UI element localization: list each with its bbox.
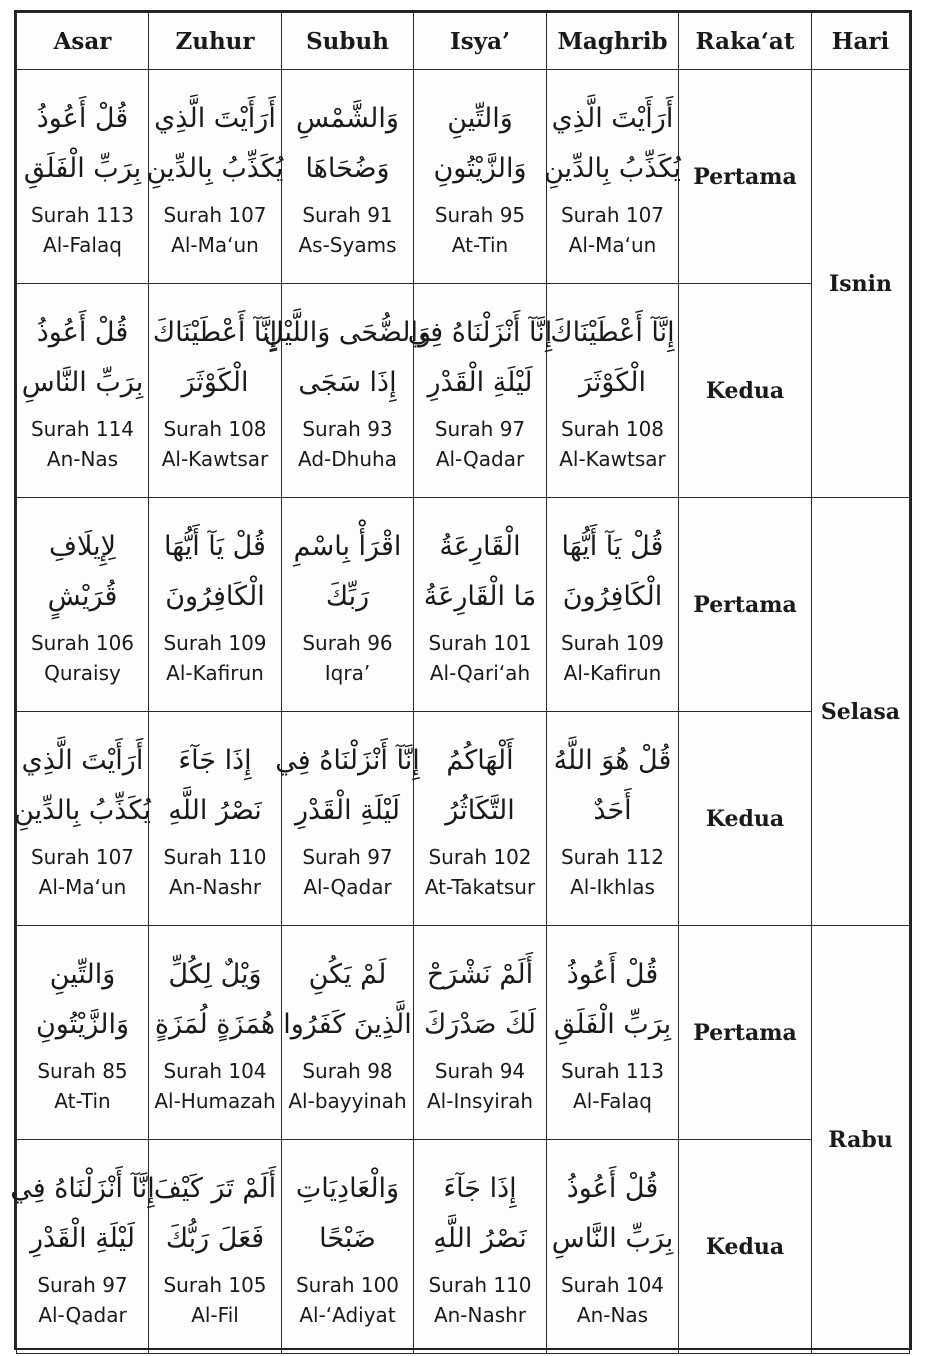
arabic-verse-line-2: نَصْرُ اللَّهِ (168, 794, 262, 826)
surah-number: Surah 108 (560, 416, 665, 441)
arabic-verse-line-2: إِذَا سَجَى (298, 366, 397, 398)
arabic-verse-line-1: وَالتِّينِ (49, 958, 116, 990)
surah-cell-zuhur (146, 70, 284, 284)
surah-name: At-Tin (54, 1088, 111, 1113)
surah-cell-isya (414, 498, 547, 712)
header-rakaat: Raka‘at (679, 13, 812, 70)
surah-name: Al-Kafirun (563, 660, 662, 685)
arabic-verse-line-2: الَّذِينَ كَفَرُوا (283, 1008, 412, 1040)
arabic-verse-line-2: لَكَ صَدْرَكَ (424, 1008, 536, 1040)
table-row (17, 498, 910, 712)
rakaat-label: Pertama (679, 498, 812, 712)
surah-cell-isya (414, 712, 547, 926)
arabic-verse-line-2: قُرَيْشٍ (47, 580, 118, 612)
surah-number: Surah 110 (428, 1272, 532, 1297)
surah-number: Surah 104 (163, 1058, 267, 1083)
surah-number: Surah 109 (163, 630, 267, 655)
arabic-verse-line-2: الْكَافِرُونَ (562, 580, 663, 612)
table-row (17, 70, 910, 284)
arabic-verse-line-1: اقْرَأْ بِاسْمِ (293, 530, 402, 562)
surah-cell-isya (414, 70, 547, 284)
table-row (17, 712, 910, 926)
rakaat-label: Pertama (679, 926, 812, 1140)
arabic-verse-line-2: هُمَزَةٍ لُمَزَةٍ (154, 1008, 276, 1040)
surah-cell-maghrib (547, 712, 679, 926)
surah-cell-zuhur (149, 1140, 282, 1354)
surah-cell-asar (14, 712, 151, 926)
arabic-verse-line-1: قُلْ يَآ أَيُّهَا (561, 530, 664, 562)
surah-name: Al-Humazah (154, 1088, 276, 1113)
arabic-verse-line-2: لَيْلَةِ الْقَدْرِ (427, 366, 533, 398)
arabic-verse-line-1: أَلَمْ تَرَ كَيْفَ (153, 1172, 277, 1204)
day-label: Rabu (812, 926, 910, 1354)
surah-number: Surah 97 (434, 416, 526, 441)
rakaat-label: Kedua (679, 712, 812, 926)
header-hari: Hari (812, 13, 910, 70)
arabic-verse-line-2: فَعَلَ رَبُّكَ (165, 1222, 265, 1254)
surah-cell-maghrib (547, 284, 679, 498)
surah-name: Al-Qadar (303, 874, 392, 899)
surah-number: Surah 106 (30, 630, 135, 655)
arabic-verse-line-1: قُلْ أَعُوذُ (36, 316, 129, 348)
surah-name: Al-Ikhlas (570, 874, 655, 899)
surah-cell-zuhur (149, 926, 282, 1140)
arabic-verse-line-1: إِنَّآ أَنْزَلْنَاهُ فِي (275, 744, 420, 776)
surah-number: Surah 107 (30, 844, 135, 869)
arabic-verse-line-2: يُكَذِّبُ بِالدِّينِ (14, 794, 151, 826)
arabic-verse-line-1: أَرَأَيْتَ الَّذِي (21, 744, 144, 776)
arabic-verse-line-1: قُلْ أَعُوذُ (566, 1172, 659, 1204)
surah-name: An-Nashr (433, 1302, 527, 1327)
arabic-verse-line-2: الْكَافِرُونَ (165, 580, 265, 612)
table-body (10, 70, 910, 1354)
surah-name: Al-Falaq (43, 232, 122, 257)
surah-number: Surah 113 (30, 202, 135, 227)
surah-cell-zuhur (149, 498, 282, 712)
surah-name: Al-Qadar (435, 446, 525, 471)
surah-cell-isya (407, 284, 553, 498)
surah-schedule-table (10, 12, 910, 1354)
day-label: Isnin (812, 70, 910, 498)
surah-name: Al-‘Adiyat (299, 1302, 396, 1327)
surah-name: Al-Insyirah (427, 1088, 533, 1113)
surah-number: Surah 114 (30, 416, 135, 441)
arabic-verse-line-2: ضَبْحًا (319, 1222, 376, 1254)
header-row (17, 13, 910, 70)
surah-number: Surah 94 (434, 1058, 526, 1083)
arabic-verse-line-1: وَالْعَادِيَاتِ (295, 1172, 400, 1204)
table-row (17, 284, 910, 498)
surah-cell-asar (10, 1140, 155, 1354)
surah-name: Quraisy (44, 660, 121, 685)
surah-cell-isya (414, 926, 547, 1140)
arabic-verse-line-2: وَالزَّيْتُونِ (35, 1008, 130, 1040)
arabic-verse-line-2: بِرَبِّ الْفَلَقِ (23, 152, 142, 184)
surah-name: An-Nashr (168, 874, 262, 899)
surah-cell-asar (17, 70, 149, 284)
header-asar: Asar (17, 13, 149, 70)
surah-name: Al-Qadar (38, 1302, 127, 1327)
arabic-verse-line-1: قُلْ أَعُوذُ (36, 102, 129, 134)
surah-cell-subuh (282, 498, 414, 712)
surah-number: Surah 93 (302, 416, 393, 441)
arabic-verse-line-1: أَرَأَيْتَ الَّذِي (154, 102, 276, 134)
arabic-verse-line-1: إِنَّآ أَعْطَيْنَاكَ (152, 316, 278, 348)
arabic-verse-line-1: وَيْلٌ لِكُلِّ (168, 958, 262, 990)
arabic-verse-line-1: لِإِيلَافِ (48, 530, 116, 562)
surah-cell-maghrib (547, 498, 679, 712)
surah-number: Surah 104 (560, 1272, 665, 1297)
surah-cell-zuhur (149, 712, 282, 926)
surah-cell-subuh (282, 1140, 414, 1354)
surah-cell-maghrib (547, 926, 679, 1140)
surah-cell-subuh (264, 284, 431, 498)
arabic-verse-line-1: إِنَّآ أَنْزَلْنَاهُ فِي (407, 316, 553, 348)
surah-number: Surah 101 (428, 630, 532, 655)
surah-name: Al-Ma‘un (171, 232, 259, 257)
surah-cell-subuh (275, 712, 420, 926)
arabic-verse-line-2: رَبِّكَ (325, 580, 370, 612)
arabic-verse-line-2: وَالزَّيْتُونِ (433, 152, 527, 184)
arabic-verse-line-2: التَّكَاثُرُ (445, 794, 515, 826)
arabic-verse-line-2: بِرَبِّ النَّاسِ (551, 1222, 674, 1254)
rakaat-label: Kedua (679, 1140, 812, 1354)
surah-cell-isya (414, 1140, 547, 1354)
arabic-verse-line-1: أَرَأَيْتَ الَّذِي (551, 102, 674, 134)
arabic-verse-line-1: لَمْ يَكُنِ (308, 958, 387, 990)
schedule-table-frame (10, 10, 912, 1350)
surah-name: Al-Ma‘un (568, 232, 657, 257)
surah-name: An-Nas (576, 1302, 649, 1327)
surah-number: Surah 85 (37, 1058, 128, 1083)
arabic-verse-line-2: يُكَذِّبُ بِالدِّينِ (544, 152, 681, 184)
surah-cell-asar (17, 926, 149, 1140)
arabic-verse-line-1: أَلَمْ نَشْرَحْ (426, 958, 534, 990)
surah-cell-asar (17, 284, 149, 498)
surah-number: Surah 96 (302, 630, 393, 655)
arabic-verse-line-2: بِرَبِّ النَّاسِ (21, 366, 144, 398)
surah-cell-maghrib (547, 1140, 679, 1354)
surah-name: Ad-Dhuha (298, 446, 397, 471)
arabic-verse-line-2: الْكَوْثَرَ (579, 366, 646, 398)
surah-number: Surah 107 (163, 202, 267, 227)
surah-cell-maghrib (544, 70, 681, 284)
arabic-verse-line-1: الْقَارِعَةُ (439, 530, 521, 562)
surah-name: Iqra’ (324, 660, 371, 685)
surah-name: Al-Qari‘ah (429, 660, 531, 685)
surah-name: Al-Fil (191, 1302, 239, 1327)
day-label: Selasa (812, 498, 910, 926)
surah-number: Surah 105 (163, 1272, 267, 1297)
surah-name: Al-Falaq (573, 1088, 652, 1113)
arabic-verse-line-1: وَالتِّينِ (447, 102, 513, 134)
arabic-verse-line-1: إِذَا جَآءَ (443, 1172, 517, 1204)
table-row (17, 926, 910, 1140)
surah-number: Surah 109 (560, 630, 665, 655)
arabic-verse-line-1: إِذَا جَآءَ (178, 744, 252, 776)
surah-name: Al-Kafirun (166, 660, 264, 685)
surah-number: Surah 112 (560, 844, 665, 869)
surah-number: Surah 107 (560, 202, 665, 227)
table-row (17, 1140, 910, 1354)
arabic-verse-line-2: نَصْرُ اللَّهِ (433, 1222, 527, 1254)
arabic-verse-line-1: وَالضُّحَى وَاللَّيْلِ (264, 316, 431, 348)
arabic-verse-line-1: إِنَّآ أَعْطَيْنَاكَ (550, 316, 675, 348)
arabic-verse-line-1: قُلْ يَآ أَيُّهَا (164, 530, 266, 562)
surah-name: At-Tin (451, 232, 509, 257)
arabic-verse-line-2: لَيْلَةِ الْقَدْرِ (295, 794, 400, 826)
surah-number: Surah 97 (37, 1272, 128, 1297)
surah-number: Surah 98 (302, 1058, 393, 1083)
arabic-verse-line-1: قُلْ أَعُوذُ (566, 958, 659, 990)
header-zuhur: Zuhur (149, 13, 282, 70)
surah-name: An-Nas (46, 446, 119, 471)
surah-name: As-Syams (298, 232, 397, 257)
arabic-verse-line-1: وَالشَّمْسِ (296, 102, 399, 134)
arabic-verse-line-2: بِرَبِّ الْفَلَقِ (553, 1008, 672, 1040)
arabic-verse-line-1: إِنَّآ أَنْزَلْنَاهُ فِي (10, 1172, 155, 1204)
surah-cell-zuhur (149, 284, 282, 498)
surah-number: Surah 95 (434, 202, 526, 227)
header-maghrib: Maghrib (547, 13, 679, 70)
surah-cell-asar (17, 498, 149, 712)
arabic-verse-line-2: وَضُحَاهَا (305, 152, 390, 184)
surah-name: Al-bayyinah (288, 1088, 407, 1113)
arabic-verse-line-2: مَا الْقَارِعَةُ (423, 580, 537, 612)
surah-cell-subuh (282, 926, 414, 1140)
surah-name: Al-Kawtsar (559, 446, 666, 471)
surah-number: Surah 100 (295, 1272, 400, 1297)
header-subuh: Subuh (282, 13, 414, 70)
surah-number: Surah 110 (163, 844, 267, 869)
arabic-verse-line-2: الْكَوْثَرَ (181, 366, 249, 398)
arabic-verse-line-2: لَيْلَةِ الْقَدْرِ (30, 1222, 135, 1254)
arabic-verse-line-2: أَحَدٌ (593, 794, 632, 826)
header-isya: Isya’ (414, 13, 547, 70)
arabic-verse-line-2: يُكَذِّبُ بِالدِّينِ (146, 152, 284, 184)
surah-number: Surah 102 (428, 844, 532, 869)
surah-number: Surah 97 (302, 844, 393, 869)
rakaat-label: Kedua (679, 284, 812, 498)
surah-number: Surah 113 (560, 1058, 665, 1083)
surah-name: At-Takatsur (424, 874, 536, 899)
surah-number: Surah 91 (302, 202, 393, 227)
surah-cell-subuh (282, 70, 414, 284)
surah-name: Al-Kawtsar (161, 446, 269, 471)
arabic-verse-line-1: أَلْهَاكُمُ (446, 744, 514, 776)
arabic-verse-line-1: قُلْ هُوَ اللَّهُ (553, 744, 672, 776)
surah-number: Surah 108 (163, 416, 267, 441)
rakaat-label: Pertama (679, 70, 812, 284)
surah-name: Al-Ma‘un (38, 874, 127, 899)
